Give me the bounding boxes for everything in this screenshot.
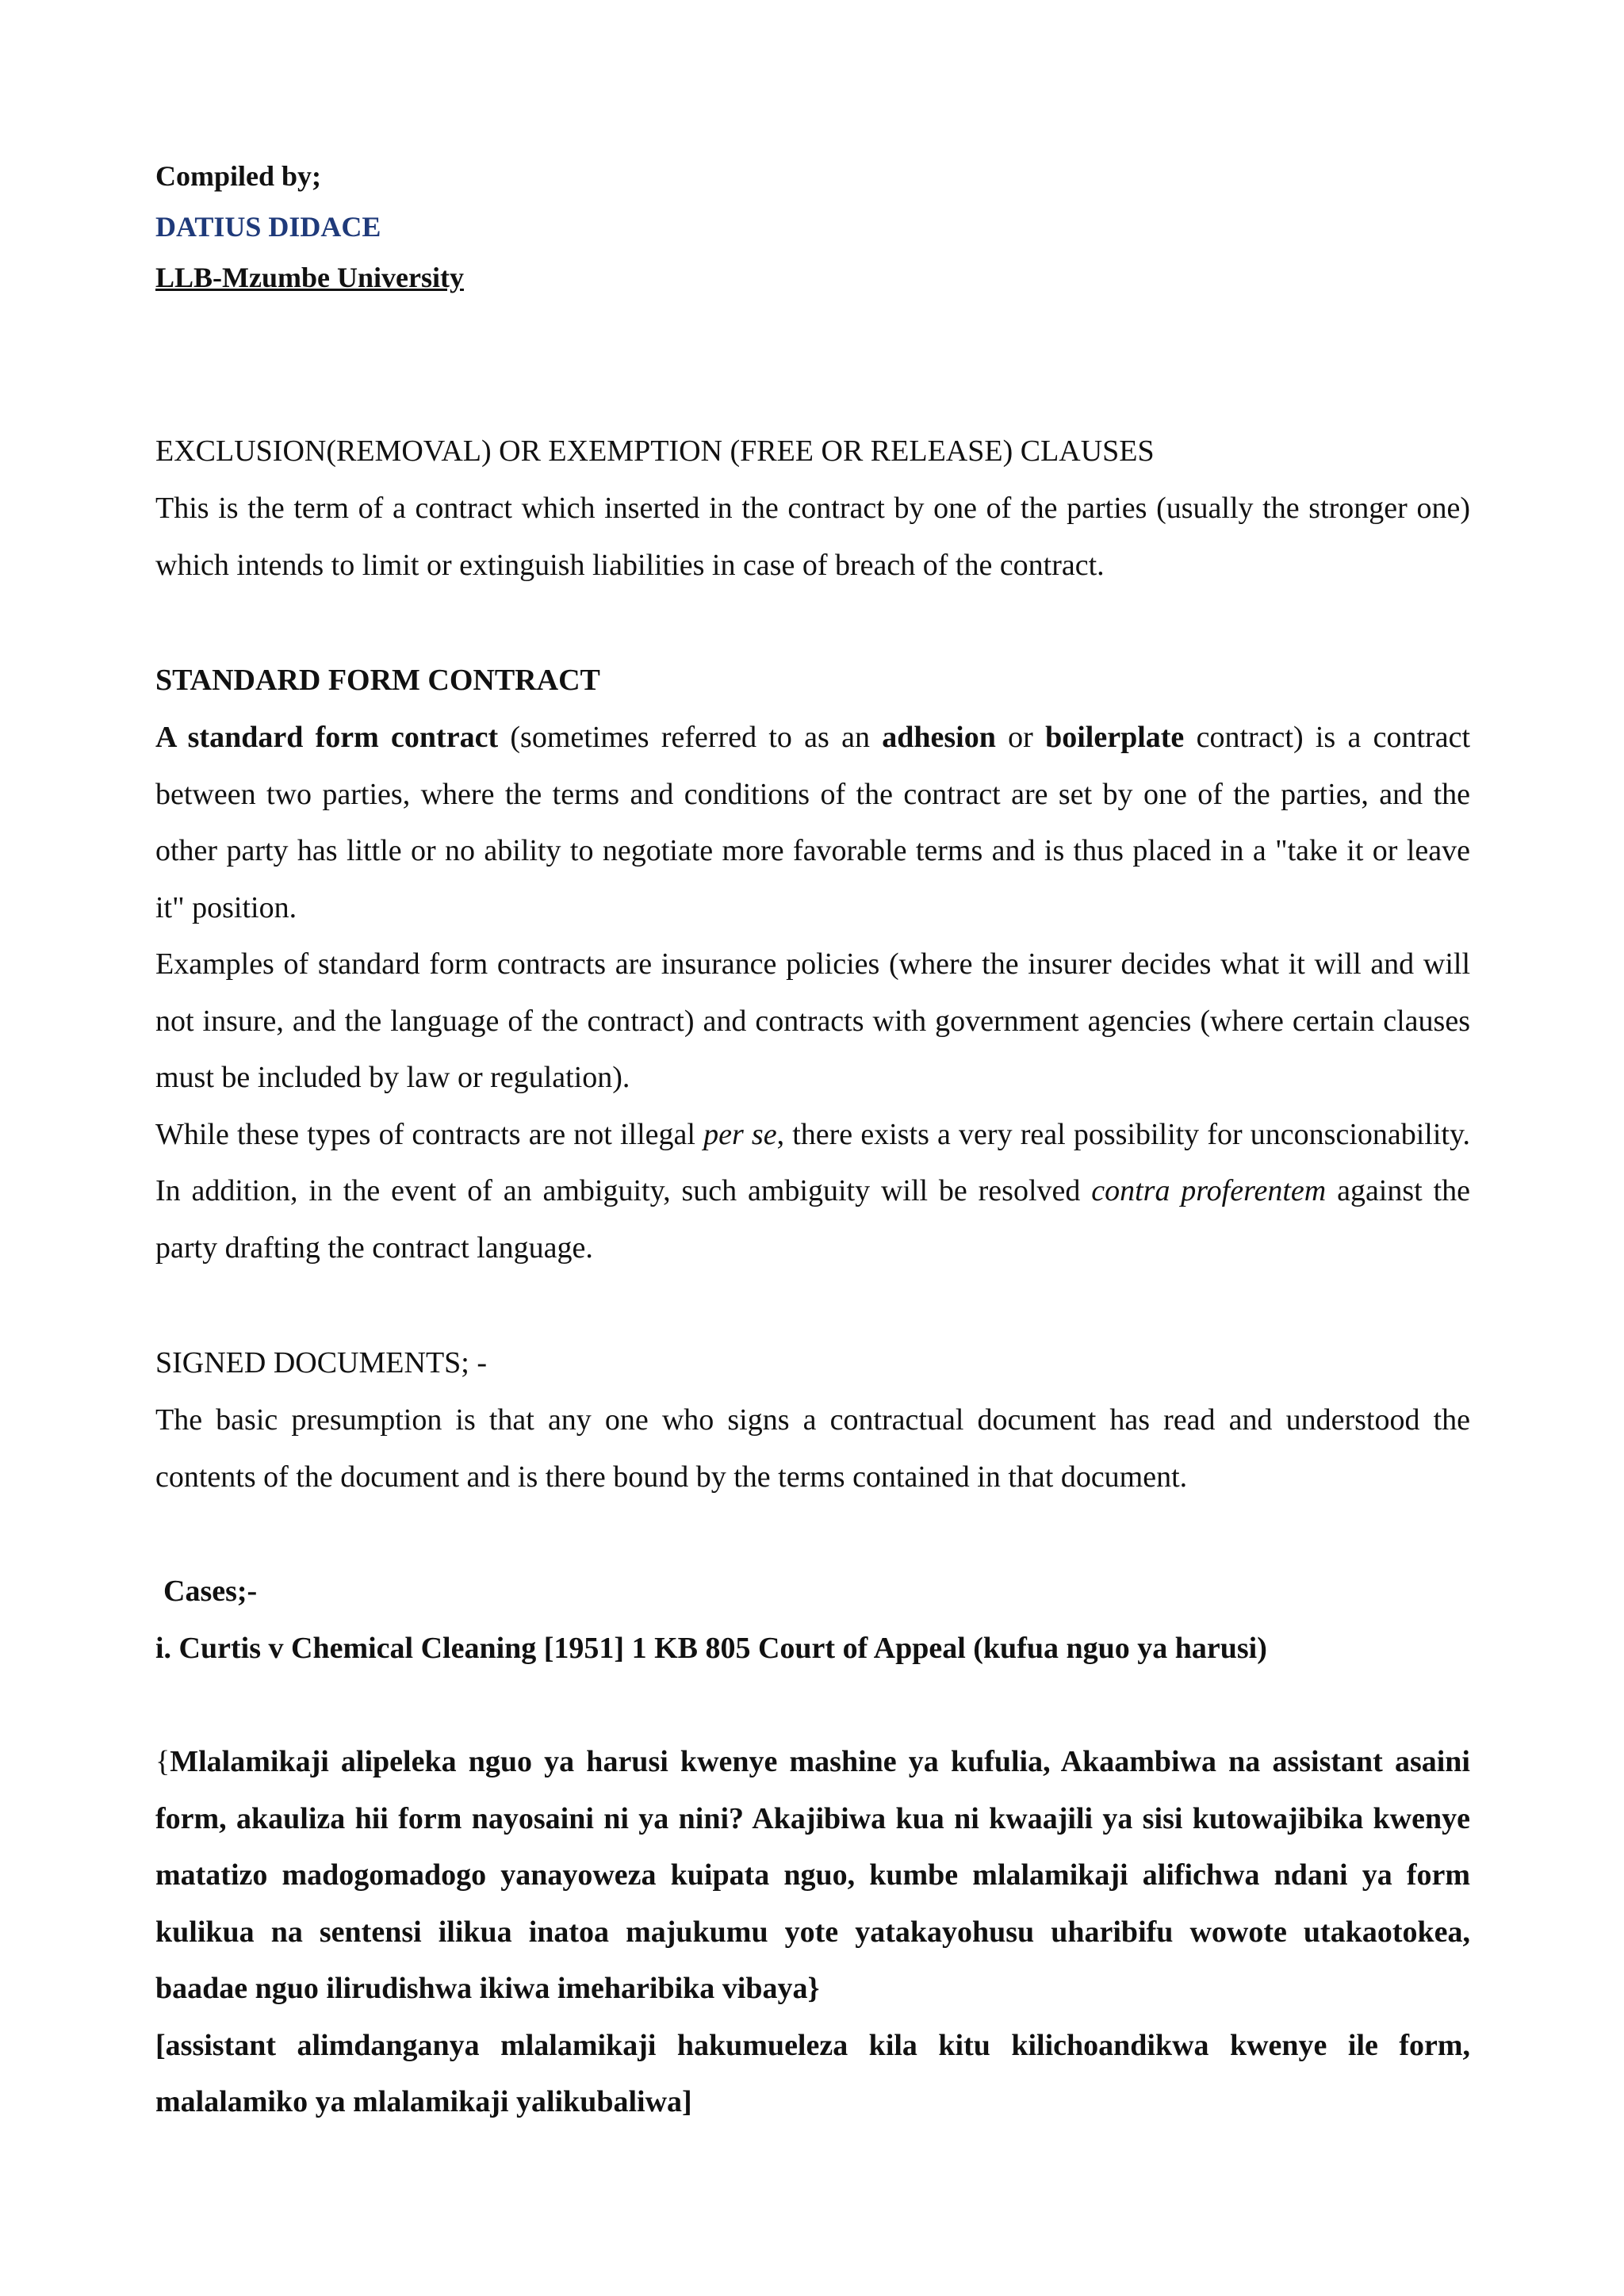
case-1-holding: [assistant alimdanganya mlalamikaji hakumueleza kila kitu kilichoandikwa kwenye ile form, malalamiko ya mlalamikaji yalikubaliwa] bbox=[155, 2028, 1470, 2118]
per-se-term: per se bbox=[703, 1117, 777, 1151]
author-affiliation: LLB-Mzumbe University bbox=[155, 262, 464, 293]
document-page bbox=[155, 151, 1470, 2131]
legality-text-2: , there exists a very real possibility for unconscionability. In addition, in the event of an ambiguity, such ambiguity will be resolved bbox=[155, 1117, 1471, 1207]
legality-text-3: against the party drafting the contract language. bbox=[155, 1174, 1470, 1265]
case-1-brace-open: { bbox=[155, 1745, 170, 1778]
adhesion-term: adhesion bbox=[882, 721, 996, 754]
boilerplate-term: boilerplate bbox=[1045, 721, 1185, 754]
standard-form-paragraph-3 bbox=[155, 1107, 1470, 1277]
case-1-facts bbox=[155, 1734, 1470, 2018]
case-1-facts-text: Mlalamikaji alipeleka nguo ya harusi kwenye mashine ya kufulia, Akaambiwa na assistant asaini form, akauliza hii form nayosaini ni ya nini? Akajibiwa kua ni kwaajili ya sisi kutowajibika kwenye matatizo madogomadogo yanayoweza kuipata nguo, kumbe mlalamikaji alifichwa ndani ya form kulikua na sentensi ilikua inatoa majukumu yote yatakayohusu uharibifu wowote utakaotokea, baadae nguo ilirudishwa ikiwa imeharibika vibaya} bbox=[155, 1745, 1470, 2005]
legality-text-1: While these types of contracts are not illegal bbox=[155, 1117, 704, 1151]
contra-proferentem-term: contra proferentem bbox=[1091, 1174, 1327, 1207]
case-1-title: i. Curtis v Chemical Cleaning [1951] 1 KB 805 Court of Appeal (kufua nguo ya harusi) bbox=[155, 1632, 1267, 1665]
standard-form-text-2: or bbox=[995, 721, 1046, 754]
standard-form-paragraph-2: Examples of standard form contracts are insurance policies (where the insurer decides what it will and will not insure, and the language of the contract) and contracts with government agencies (where certain clauses must be included by law or regulation). bbox=[155, 947, 1470, 1094]
standard-form-paragraph-1 bbox=[155, 710, 1470, 936]
signed-documents-heading: SIGNED DOCUMENTS; - bbox=[155, 1346, 487, 1380]
standard-form-term: A standard form contract bbox=[155, 721, 499, 754]
standard-form-text-1: (sometimes referred to as an bbox=[498, 721, 883, 754]
exclusion-heading: EXCLUSION(REMOVAL) OR EXEMPTION (FREE OR RELEASE) CLAUSES bbox=[155, 434, 1155, 468]
signed-documents-body: The basic presumption is that any one who signs a contractual document has read and understood the contents of the document and is there bound by the terms contained in that document. bbox=[155, 1403, 1470, 1494]
standard-form-text-3: contract) is a contract between two parties, where the terms and conditions of the contract are set by one of the parties, and the other party has little or no ability to negotiate more favorable terms and is thus placed in a "take it or leave it" position. bbox=[155, 721, 1470, 924]
cases-label: Cases;- bbox=[163, 1575, 258, 1608]
author-name: DATIUS DIDACE bbox=[155, 211, 381, 243]
exclusion-body: This is the term of a contract which inserted in the contract by one of the parties (usually the stronger one) which intends to limit or extinguish liabilities in case of breach of the contract. bbox=[155, 492, 1470, 582]
compiled-by-label: Compiled by; bbox=[155, 160, 322, 192]
standard-form-heading: STANDARD FORM CONTRACT bbox=[155, 664, 600, 697]
